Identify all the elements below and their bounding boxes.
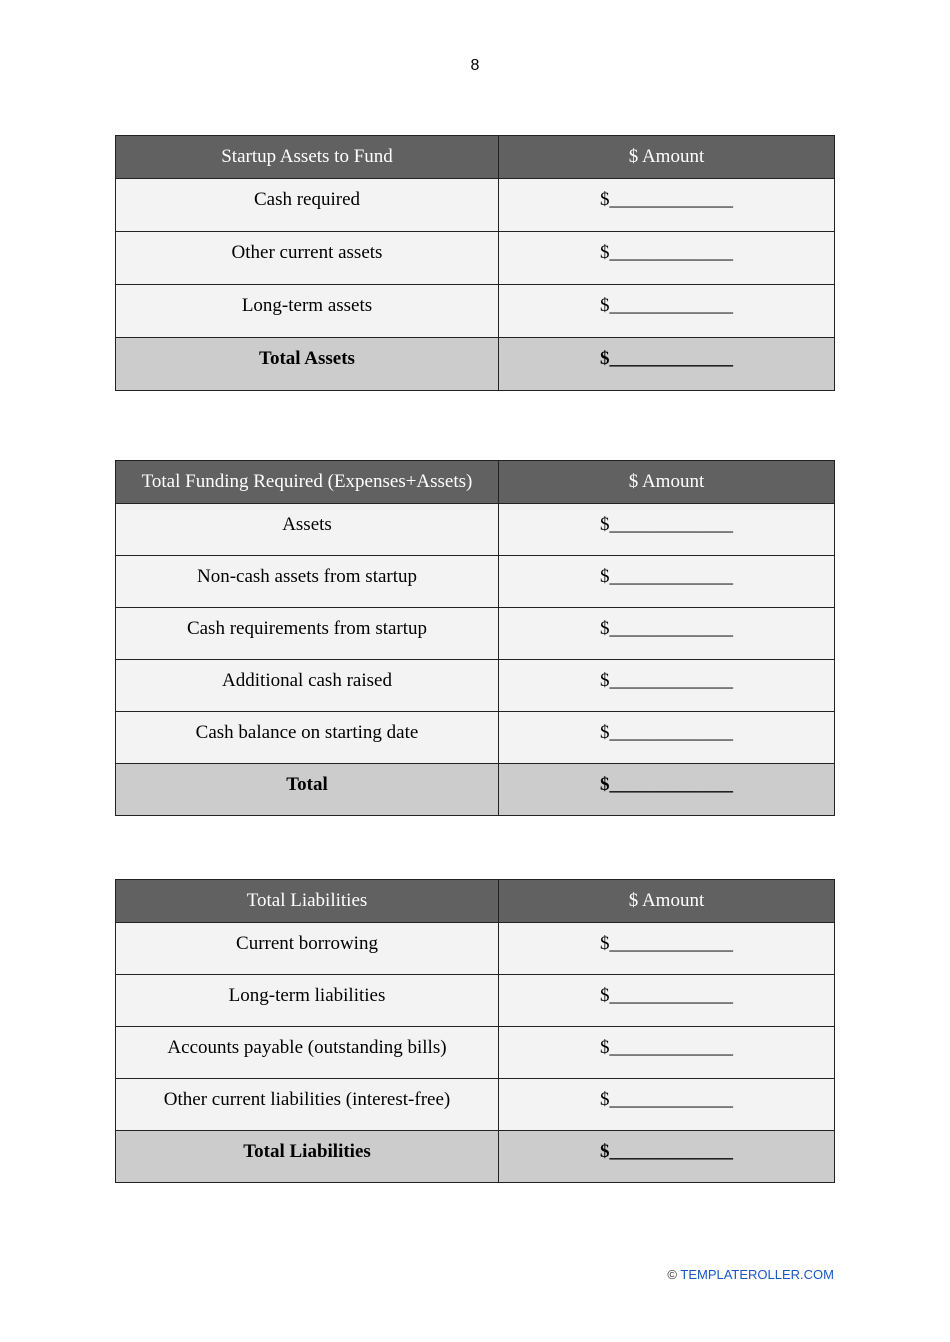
table-header-row	[116, 136, 835, 179]
table-row	[116, 608, 835, 660]
total-amount-field[interactable]: $_____________	[499, 764, 835, 816]
amount-field[interactable]: $_____________	[499, 1027, 835, 1079]
total-label: Total Assets	[116, 338, 499, 391]
column-header-amount: $ Amount	[499, 461, 835, 504]
row-label: Cash balance on starting date	[116, 712, 499, 764]
row-label: Assets	[116, 504, 499, 556]
amount-field[interactable]: $_____________	[499, 179, 835, 232]
table-row	[116, 179, 835, 232]
row-label: Accounts payable (outstanding bills)	[116, 1027, 499, 1079]
amount-field[interactable]: $_____________	[499, 232, 835, 285]
footer-credit	[667, 1267, 834, 1282]
total-label: Total	[116, 764, 499, 816]
total-row	[116, 338, 835, 391]
row-label: Cash requirements from startup	[116, 608, 499, 660]
total-liabilities-table	[115, 879, 835, 1183]
amount-field[interactable]: $_____________	[499, 923, 835, 975]
startup-assets-table	[115, 135, 835, 391]
table-row	[116, 232, 835, 285]
table-row	[116, 975, 835, 1027]
row-label: Additional cash raised	[116, 660, 499, 712]
row-label: Cash required	[116, 179, 499, 232]
row-label: Other current liabilities (interest-free)	[116, 1079, 499, 1131]
amount-field[interactable]: $_____________	[499, 556, 835, 608]
table-row	[116, 1027, 835, 1079]
column-header-amount: $ Amount	[499, 136, 835, 179]
amount-field[interactable]: $_____________	[499, 712, 835, 764]
row-label: Non-cash assets from startup	[116, 556, 499, 608]
table-header-row	[116, 880, 835, 923]
table-row	[116, 1079, 835, 1131]
amount-field[interactable]: $_____________	[499, 285, 835, 338]
total-amount-field[interactable]: $_____________	[499, 338, 835, 391]
amount-field[interactable]: $_____________	[499, 660, 835, 712]
table-row	[116, 712, 835, 764]
copyright-symbol: ©	[667, 1267, 677, 1282]
amount-field[interactable]: $_____________	[499, 504, 835, 556]
table-row	[116, 660, 835, 712]
table-row	[116, 504, 835, 556]
column-header-item: Total Liabilities	[116, 880, 499, 923]
total-label: Total Liabilities	[116, 1131, 499, 1183]
brand-link[interactable]: TEMPLATEROLLER.COM	[680, 1267, 834, 1282]
table-row	[116, 923, 835, 975]
row-label: Long-term liabilities	[116, 975, 499, 1027]
page-number: 8	[470, 57, 480, 74]
table-header-row	[116, 461, 835, 504]
total-row	[116, 764, 835, 816]
column-header-item: Startup Assets to Fund	[116, 136, 499, 179]
column-header-amount: $ Amount	[499, 880, 835, 923]
row-label: Current borrowing	[116, 923, 499, 975]
table-row	[116, 285, 835, 338]
total-funding-table	[115, 460, 835, 816]
amount-field[interactable]: $_____________	[499, 975, 835, 1027]
column-header-item: Total Funding Required (Expenses+Assets)	[116, 461, 499, 504]
amount-field[interactable]: $_____________	[499, 608, 835, 660]
amount-field[interactable]: $_____________	[499, 1079, 835, 1131]
row-label: Long-term assets	[116, 285, 499, 338]
total-amount-field[interactable]: $_____________	[499, 1131, 835, 1183]
table-row	[116, 556, 835, 608]
total-row	[116, 1131, 835, 1183]
row-label: Other current assets	[116, 232, 499, 285]
